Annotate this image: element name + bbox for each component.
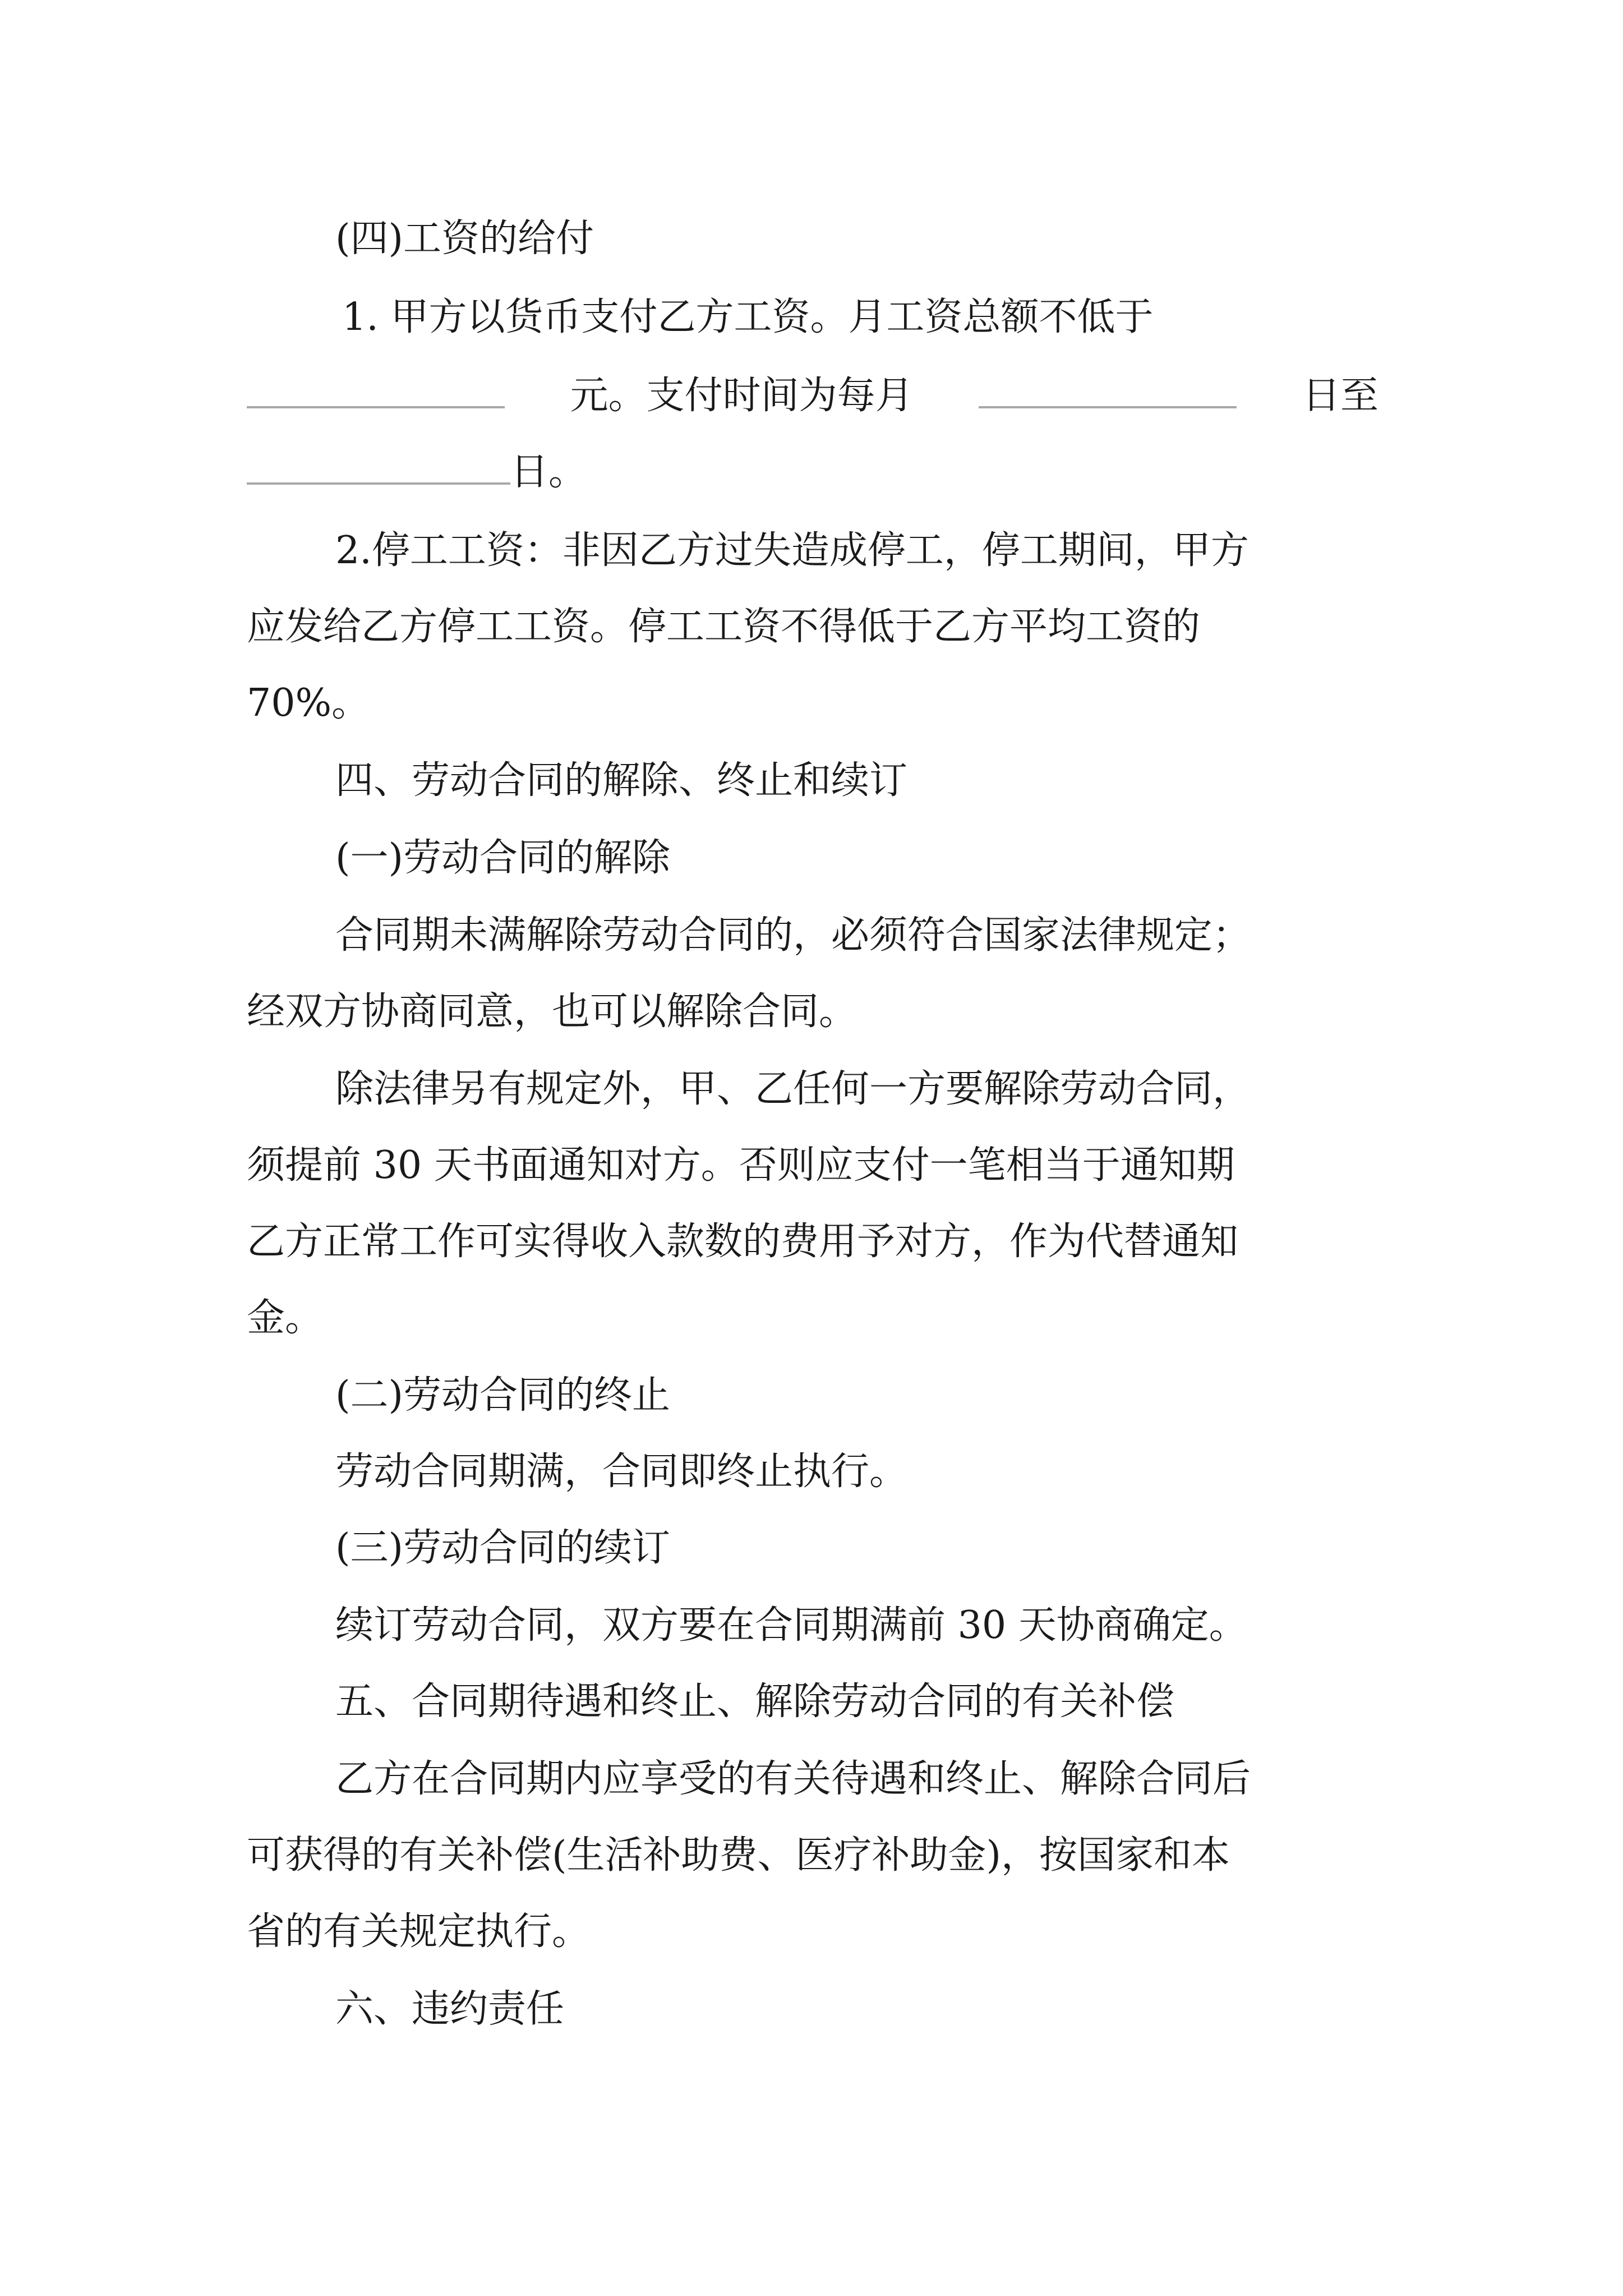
para2-line4: 金。 (247, 1296, 324, 1340)
para2-line2: 须提前 30 天书面通知对方。否则应支付一笔相当于通知期 (247, 1143, 1235, 1188)
para1-line2: 经双方协商同意，也可以解除合同。 (247, 990, 857, 1034)
day-to-text: 日至 (1302, 374, 1378, 418)
item1-line3 (247, 449, 587, 496)
para1-line1: 合同期未满解除劳动合同的，必须符合国家法律规定； (335, 913, 1251, 958)
para5-line3: 省的有关规定执行。 (247, 1910, 591, 1954)
subsection3-heading: (三)劳动合同的续订 (335, 1526, 671, 1570)
para2-line3: 乙方正常工作可实得收入款数的费用予对方，作为代替通知 (247, 1220, 1239, 1264)
subsection2-heading: (二)劳动合同的终止 (335, 1373, 671, 1418)
item1-line2 (247, 372, 1378, 420)
unit-yuan-text: 元。支付时间为每月 (570, 374, 914, 418)
pay-end-day-blank[interactable] (247, 450, 510, 485)
para4-line1: 续订劳动合同，双方要在合同期满前 30 天协商确定。 (335, 1603, 1247, 1648)
item1-line1: 1. 甲方以货币支付乙方工资。月工资总额不低于 (342, 295, 1154, 339)
para5-line1: 乙方在合同期内应享受的有关待遇和终止、解除合同后 (335, 1757, 1251, 1801)
para3-line1: 劳动合同期满，合同即终止执行。 (335, 1450, 908, 1494)
section5-heading: 五、合同期待遇和终止、解除劳动合同的有关补偿 (335, 1680, 1175, 1724)
para2-line1: 除法律另有规定外，甲、乙任何一方要解除劳动合同， (335, 1067, 1251, 1111)
item2-line2: 应发给乙方停工工资。停工工资不得低于乙方平均工资的 (247, 605, 1201, 649)
day-end-text: 日。 (510, 450, 587, 494)
subsection1-heading: (一)劳动合同的解除 (335, 836, 671, 880)
section6-heading: 六、违约责任 (335, 1987, 565, 2031)
salary-amount-blank[interactable] (247, 374, 505, 408)
item2-line3: 70%。 (247, 681, 370, 725)
pay-start-day-blank[interactable] (979, 374, 1237, 408)
wage-payment-heading: (四)工资的给付 (335, 217, 594, 261)
para5-line2: 可获得的有关补偿(生活补助费、医疗补助金)，按国家和本 (247, 1833, 1230, 1878)
section4-heading: 四、劳动合同的解除、终止和续订 (335, 758, 908, 803)
item2-line1: 2.停工工资：非因乙方过失造成停工，停工期间，甲方 (335, 528, 1249, 573)
